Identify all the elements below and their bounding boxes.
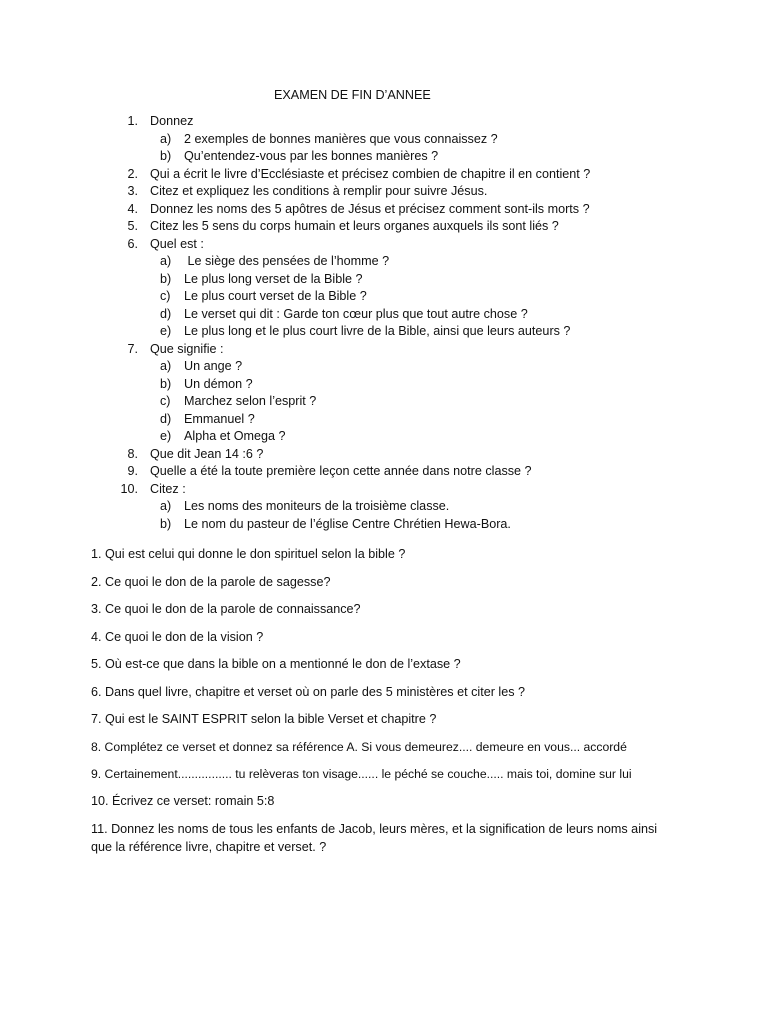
item-text: Donnez les noms des 5 apôtres de Jésus et précisez comment sont-ils morts ?: [150, 201, 590, 216]
item-text: Citez :: [150, 481, 186, 496]
question-text: 7. Qui est le SAINT ESPRIT selon la bible Verset et chapitre ?: [91, 712, 437, 726]
sub-item: [112, 411, 732, 429]
sub-item: [112, 393, 732, 411]
sub-item: [112, 498, 732, 516]
item-number: 5.: [127, 219, 138, 233]
sub-item-text: Un démon ?: [184, 376, 253, 391]
sub-item: [112, 271, 732, 289]
sub-item: [112, 358, 732, 376]
sub-item-text: Le siège des pensées de l’homme ?: [184, 254, 390, 268]
list-item: [112, 201, 732, 219]
question-text: 5. Où est-ce que dans la bible on a mentionné le don de l’extase ?: [91, 657, 461, 671]
list-item: [112, 446, 732, 464]
sub-item-text: Un ange ?: [184, 359, 243, 373]
sub-item-letter: e): [160, 324, 172, 338]
sub-item: [112, 148, 732, 166]
item-number: 3.: [127, 184, 138, 198]
question-text: 1. Qui est celui qui donne le don spirituel selon la bible ?: [91, 547, 406, 561]
sub-item-text: 2 exemples de bonnes manières que vous connaissez ?: [184, 131, 498, 146]
sub-item-letter: a): [160, 499, 172, 513]
sub-item-letter: d): [160, 306, 172, 321]
sub-item-letter: c): [160, 394, 171, 408]
item-number: 4.: [127, 201, 138, 216]
item-number: 2.: [127, 166, 138, 181]
question-text: 6. Dans quel livre, chapitre et verset où on parle des 5 ministères et citer les ?: [91, 685, 525, 699]
sub-item-letter: b): [160, 149, 172, 163]
sub-item: [112, 131, 732, 149]
list-item: [112, 463, 732, 481]
list-item: [112, 113, 732, 131]
sub-item: [112, 428, 732, 446]
list-item: [112, 341, 732, 359]
list-item: [112, 218, 732, 236]
item-number: 9.: [127, 464, 138, 478]
sub-item-letter: e): [160, 429, 172, 443]
item-number: 6.: [127, 236, 138, 251]
sub-item-text: Le plus court verset de la Bible ?: [184, 289, 367, 303]
item-text: Quel est :: [150, 236, 204, 251]
item-text: Qui a écrit le livre d’Ecclésiaste et précisez combien de chapitre il en contient ?: [150, 166, 591, 181]
item-number: 8.: [127, 446, 138, 461]
list-item: [112, 166, 732, 184]
question-text: 2. Ce quoi le don de la parole de sagesse?: [91, 575, 331, 589]
item-text: Quelle a été la toute première leçon cette année dans notre classe ?: [150, 464, 532, 478]
question-text: 4. Ce quoi le don de la vision ?: [91, 630, 264, 644]
sub-item-letter: a): [160, 131, 172, 146]
sub-item-letter: c): [160, 289, 171, 303]
sub-item: [112, 306, 732, 324]
sub-item-letter: b): [160, 271, 172, 286]
item-text: Donnez: [150, 114, 194, 128]
question-text: 8. Complétez ce verset et donnez sa référence A. Si vous demeurez.... demeure en vous... accordé: [91, 740, 627, 754]
sub-item: [112, 516, 732, 534]
sub-item: [112, 376, 732, 394]
question-text: 10. Écrivez ce verset: romain 5:8: [91, 794, 275, 808]
sub-item-text: Marchez selon l’esprit ?: [184, 394, 317, 408]
numbered-question-list: [112, 113, 732, 533]
sub-item-text: Les noms des moniteurs de la troisième classe.: [184, 499, 450, 513]
sub-item-text: Le plus long verset de la Bible ?: [184, 271, 363, 286]
sub-item-letter: d): [160, 411, 172, 426]
list-item: [112, 183, 732, 201]
question-text: 11. Donnez les noms de tous les enfants de Jacob, leurs mères, et la signification de leurs noms ainsi que la référence livre, chapitre et verset. ?: [91, 822, 658, 854]
sub-item-letter: a): [160, 254, 172, 268]
question-text: 3. Ce quoi le don de la parole de connaissance?: [91, 602, 361, 616]
item-text: Que dit Jean 14 :6 ?: [150, 446, 264, 461]
sub-item-text: Le plus long et le plus court livre de la Bible, ainsi que leurs auteurs ?: [184, 324, 571, 338]
sub-item-letter: b): [160, 376, 172, 391]
item-text: Citez et expliquez les conditions à remplir pour suivre Jésus.: [150, 184, 488, 198]
sub-item-text: Qu’entendez-vous par les bonnes manières ?: [184, 149, 439, 163]
item-number: 1.: [127, 114, 138, 128]
question-text: 9. Certainement................ tu relèveras ton visage...... le péché se couche..... mais toi, domine sur lui: [91, 767, 632, 781]
item-text: Que signifie :: [150, 341, 224, 356]
sub-item-text: Le verset qui dit : Garde ton cœur plus que tout autre chose ?: [184, 306, 528, 321]
sub-item-text: Emmanuel ?: [184, 411, 255, 426]
sub-item-text: Alpha et Omega ?: [184, 429, 286, 443]
item-number: 10.: [120, 481, 138, 496]
sub-item: [112, 323, 732, 341]
list-item: [112, 236, 732, 254]
sub-item-letter: b): [160, 516, 172, 531]
page-title: EXAMEN DE FIN D’ANNEE: [274, 88, 431, 102]
item-text: Citez les 5 sens du corps humain et leurs organes auxquels ils sont liés ?: [150, 219, 559, 233]
sub-item: [112, 253, 732, 271]
sub-item-text: Le nom du pasteur de l’église Centre Chrétien Hewa-Bora.: [184, 516, 511, 531]
list-item: [112, 481, 732, 499]
sub-item-letter: a): [160, 359, 172, 373]
sub-item: [112, 288, 732, 306]
item-number: 7.: [127, 341, 138, 356]
